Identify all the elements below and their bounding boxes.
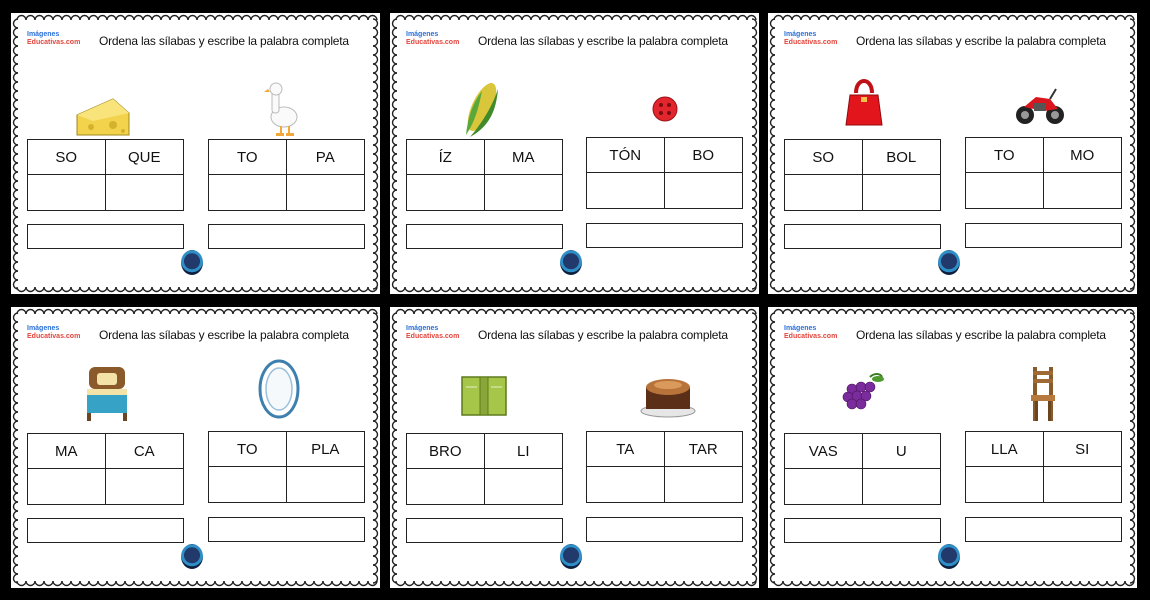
order-input-cell[interactable] (665, 173, 743, 208)
instruction-title: Ordena las sílabas y escribe la palabra completa (856, 328, 1106, 342)
grapes-icon (840, 371, 886, 411)
worksheet-card (11, 307, 380, 588)
order-input-cell[interactable] (485, 469, 563, 504)
syllable-cell: TAR (665, 432, 743, 467)
syllable-table-left (784, 433, 941, 505)
syllable-cell: LLA (966, 432, 1044, 467)
order-input-cell[interactable] (407, 175, 485, 210)
order-input-cell[interactable] (587, 173, 665, 208)
worksheet-card (768, 13, 1137, 294)
site-logo: Imágenes Educativas.com (784, 325, 838, 340)
order-input-cell[interactable] (1044, 173, 1122, 208)
duck-icon (264, 79, 300, 139)
order-input-cell[interactable] (28, 469, 106, 504)
order-input-cell[interactable] (209, 467, 287, 502)
syllable-table-left (27, 433, 184, 505)
bed-icon (83, 361, 131, 425)
syllable-cell: BOL (863, 140, 941, 175)
syllable-cell: LI (485, 434, 563, 469)
syllable-cell: TA (587, 432, 665, 467)
cake-icon (640, 371, 696, 419)
worksheet-card (11, 13, 380, 294)
author-badge-icon (938, 250, 960, 275)
order-input-cell[interactable] (407, 469, 485, 504)
syllable-table-right (965, 137, 1122, 209)
syllable-cell: MO (1044, 138, 1122, 173)
worksheet-card (768, 307, 1137, 588)
answer-box-right[interactable] (208, 224, 365, 249)
syllable-cell: BO (665, 138, 743, 173)
order-input-cell[interactable] (209, 175, 287, 210)
order-input-cell[interactable] (485, 175, 563, 210)
syllable-cell: MA (28, 434, 106, 469)
answer-box-right[interactable] (208, 517, 365, 542)
syllable-cell: CA (106, 434, 184, 469)
syllable-cell: VAS (785, 434, 863, 469)
order-input-cell[interactable] (863, 469, 941, 504)
order-input-cell[interactable] (863, 175, 941, 210)
author-badge-icon (560, 250, 582, 275)
syllable-cell: TÓN (587, 138, 665, 173)
syllable-table-right (208, 431, 365, 503)
answer-box-left[interactable] (406, 518, 563, 543)
answer-box-left[interactable] (784, 518, 941, 543)
instruction-title: Ordena las sílabas y escribe la palabra completa (856, 34, 1106, 48)
button-icon (652, 95, 678, 123)
syllable-cell: ÍZ (407, 140, 485, 175)
order-input-cell[interactable] (665, 467, 743, 502)
syllable-table-right (586, 431, 743, 503)
order-input-cell[interactable] (106, 469, 184, 504)
syllable-cell: TO (209, 432, 287, 467)
instruction-title: Ordena las sílabas y escribe la palabra completa (478, 328, 728, 342)
syllable-cell: U (863, 434, 941, 469)
order-input-cell[interactable] (28, 175, 106, 210)
author-badge-icon (181, 544, 203, 569)
instruction-title: Ordena las sílabas y escribe la palabra completa (99, 328, 349, 342)
answer-box-right[interactable] (965, 223, 1122, 248)
syllable-table-left (784, 139, 941, 211)
order-input-cell[interactable] (587, 467, 665, 502)
site-logo: Imágenes Educativas.com (27, 325, 81, 340)
motorcycle-icon (1014, 83, 1066, 127)
syllable-table-left (406, 139, 563, 211)
answer-box-left[interactable] (27, 224, 184, 249)
site-logo: Imágenes Educativas.com (406, 325, 460, 340)
order-input-cell[interactable] (1044, 467, 1122, 502)
answer-box-left[interactable] (27, 518, 184, 543)
author-badge-icon (560, 544, 582, 569)
answer-box-right[interactable] (586, 223, 743, 248)
instruction-title: Ordena las sílabas y escribe la palabra completa (99, 34, 349, 48)
author-badge-icon (938, 544, 960, 569)
syllable-cell: PA (287, 140, 365, 175)
syllable-cell: BRO (407, 434, 485, 469)
book-icon (460, 375, 508, 417)
handbag-icon (844, 73, 884, 129)
cheese-icon (73, 93, 131, 139)
syllable-cell: SI (1044, 432, 1122, 467)
site-logo: Imágenes Educativas.com (27, 31, 81, 46)
corn-icon (460, 77, 506, 143)
order-input-cell[interactable] (966, 173, 1044, 208)
syllable-cell: QUE (106, 140, 184, 175)
order-input-cell[interactable] (785, 175, 863, 210)
syllable-table-right (965, 431, 1122, 503)
syllable-cell: MA (485, 140, 563, 175)
syllable-cell: SO (28, 140, 106, 175)
site-logo: Imágenes Educativas.com (784, 31, 838, 46)
syllable-table-right (208, 139, 365, 211)
order-input-cell[interactable] (966, 467, 1044, 502)
instruction-title: Ordena las sílabas y escribe la palabra completa (478, 34, 728, 48)
syllable-cell: PLA (287, 432, 365, 467)
order-input-cell[interactable] (287, 175, 365, 210)
plate-icon (257, 357, 301, 421)
answer-box-right[interactable] (965, 517, 1122, 542)
order-input-cell[interactable] (785, 469, 863, 504)
syllable-cell: TO (209, 140, 287, 175)
answer-box-right[interactable] (586, 517, 743, 542)
order-input-cell[interactable] (287, 467, 365, 502)
syllable-table-left (406, 433, 563, 505)
syllable-cell: TO (966, 138, 1044, 173)
order-input-cell[interactable] (106, 175, 184, 210)
site-logo: Imágenes Educativas.com (406, 31, 460, 46)
chair-icon (1030, 365, 1056, 423)
answer-box-left[interactable] (406, 224, 563, 249)
author-badge-icon (181, 250, 203, 275)
syllable-cell: SO (785, 140, 863, 175)
syllable-table-right (586, 137, 743, 209)
answer-box-left[interactable] (784, 224, 941, 249)
syllable-table-left (27, 139, 184, 211)
worksheet-card (390, 13, 759, 294)
worksheet-card (390, 307, 759, 588)
